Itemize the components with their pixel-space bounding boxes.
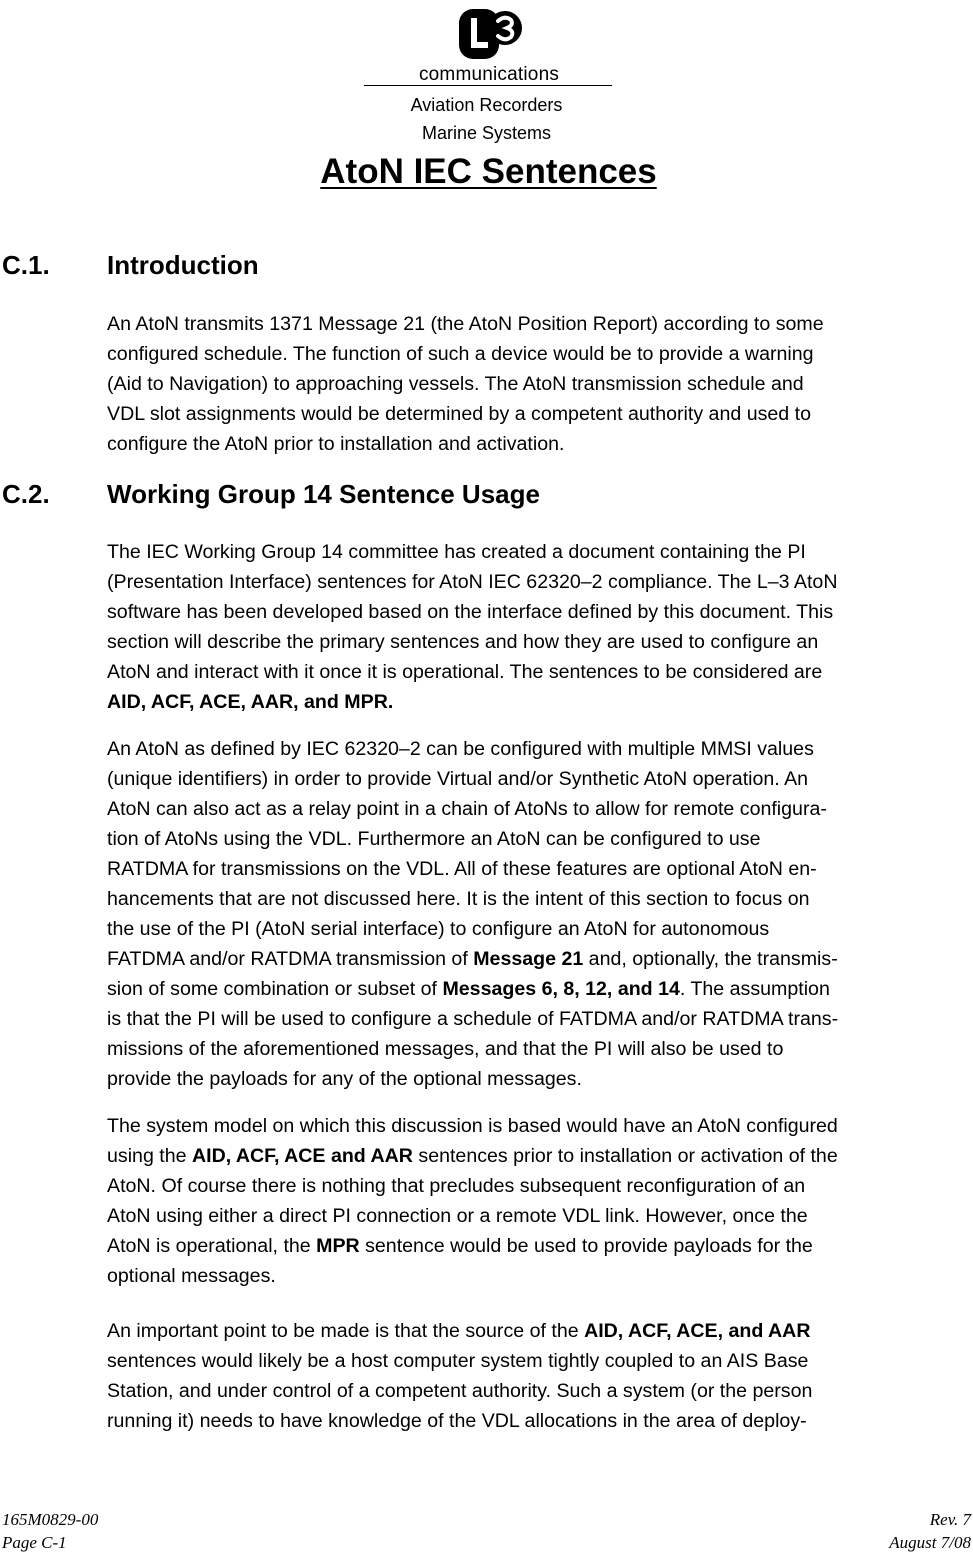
revision-date: August 7/08 xyxy=(889,1533,971,1552)
text-line: An AtoN as defined by IEC 62320–2 can be configured with multiple MMSI values xyxy=(107,738,814,760)
text-line: (Presentation Interface) sentences for AtoN IEC 62320–2 compliance. The L–3 AtoN xyxy=(107,571,838,593)
division-marine: Marine Systems xyxy=(421,123,552,143)
text-line: optional messages. xyxy=(107,1265,276,1287)
text-line: The IEC Working Group 14 committee has created a document containing the PI xyxy=(107,541,806,563)
text-line: AID, ACF, ACE, AAR, and MPR. xyxy=(107,691,394,713)
section-number-c1: C.1. xyxy=(2,250,50,280)
text-line: AtoN. Of course there is nothing that precludes subsequent reconfiguration of an xyxy=(107,1175,806,1197)
text-line: (unique identifiers) in order to provide Virtual and/or Synthetic AtoN operation. An xyxy=(107,768,809,790)
text-line: hancements that are not discussed here. It is the intent of this section to focus on xyxy=(107,888,810,910)
text-line: tion of AtoNs using the VDL. Furthermore an AtoN can be configured to use xyxy=(107,828,761,850)
logo-wordmark: communications xyxy=(418,64,560,85)
paragraph xyxy=(107,1316,812,1436)
text-line: Station, and under control of a competent authority. Such a system (or the person xyxy=(107,1380,813,1402)
paragraph xyxy=(107,1111,838,1291)
text-line: section will describe the primary sentences and how they are used to configure an xyxy=(107,631,819,653)
text-line: sion of some combination or subset of Messages 6, 8, 12, and 14. The assumption xyxy=(107,978,830,1000)
section-title-wg14: Working Group 14 Sentence Usage xyxy=(107,479,540,509)
text-line: AtoN can also act as a relay point in a chain of AtoNs to allow for remote configura- xyxy=(107,798,827,820)
text-line: missions of the aforementioned messages, and that the PI will also be used to xyxy=(107,1038,784,1060)
text-line: An important point to be made is that the source of the AID, ACF, ACE, and AAR xyxy=(107,1320,811,1342)
text-line: using the AID, ACF, ACE and AAR sentences prior to installation or activation of the xyxy=(107,1145,838,1167)
text-line: AtoN is operational, the MPR sentence would be used to provide payloads for the xyxy=(107,1235,813,1257)
text-line: the use of the PI (AtoN serial interface) to configure an AtoN for autonomous xyxy=(107,918,770,940)
text-line: An AtoN transmits 1371 Message 21 (the AtoN Position Report) according to some xyxy=(107,313,824,335)
text-line: running it) needs to have knowledge of the VDL allocations in the area of deploy- xyxy=(107,1410,807,1432)
division-aviation: Aviation Recorders xyxy=(410,95,563,115)
text-line: (Aid to Navigation) to approaching vessels. The AtoN transmission schedule and xyxy=(107,373,804,395)
text-line: provide the payloads for any of the optional messages. xyxy=(107,1068,582,1090)
text-line: FATDMA and/or RATDMA transmission of Message 21 and, optionally, the transmis- xyxy=(107,948,838,970)
text-line: configured schedule. The function of such a device would be to provide a warning xyxy=(107,343,814,365)
section-number-c2: C.2. xyxy=(2,479,50,509)
text-line: AtoN using either a direct PI connection or a remote VDL link. However, once the xyxy=(107,1205,808,1227)
text-line: AtoN and interact with it once it is operational. The sentences to be considered are xyxy=(107,661,823,683)
text-line: configure the AtoN prior to installation and activation. xyxy=(107,433,565,455)
paragraph xyxy=(107,309,824,459)
text-line: VDL slot assignments would be determined by a competent authority and used to xyxy=(107,403,811,425)
l3-logo xyxy=(458,6,524,62)
text-line: software has been developed based on the interface defined by this document. This xyxy=(107,601,834,623)
section-title-introduction: Introduction xyxy=(107,250,259,280)
paragraph xyxy=(107,734,838,1094)
logo-divider xyxy=(364,85,612,86)
text-line: RATDMA for transmissions on the VDL. All of these features are optional AtoN en- xyxy=(107,858,817,880)
revision: Rev. 7 xyxy=(929,1510,971,1529)
paragraph xyxy=(107,537,837,717)
footer-left xyxy=(2,1508,98,1554)
footer-right xyxy=(889,1508,971,1554)
doc-number: 165M0829-00 xyxy=(2,1510,99,1529)
page-number: Page C-1 xyxy=(2,1533,67,1552)
page-title: AtoN IEC Sentences xyxy=(320,152,657,191)
text-line: sentences would likely be a host computer system tightly coupled to an AIS Base xyxy=(107,1350,809,1372)
text-line: is that the PI will be used to configure a schedule of FATDMA and/or RATDMA trans- xyxy=(107,1008,839,1030)
text-line: The system model on which this discussion is based would have an AtoN configured xyxy=(107,1115,838,1137)
